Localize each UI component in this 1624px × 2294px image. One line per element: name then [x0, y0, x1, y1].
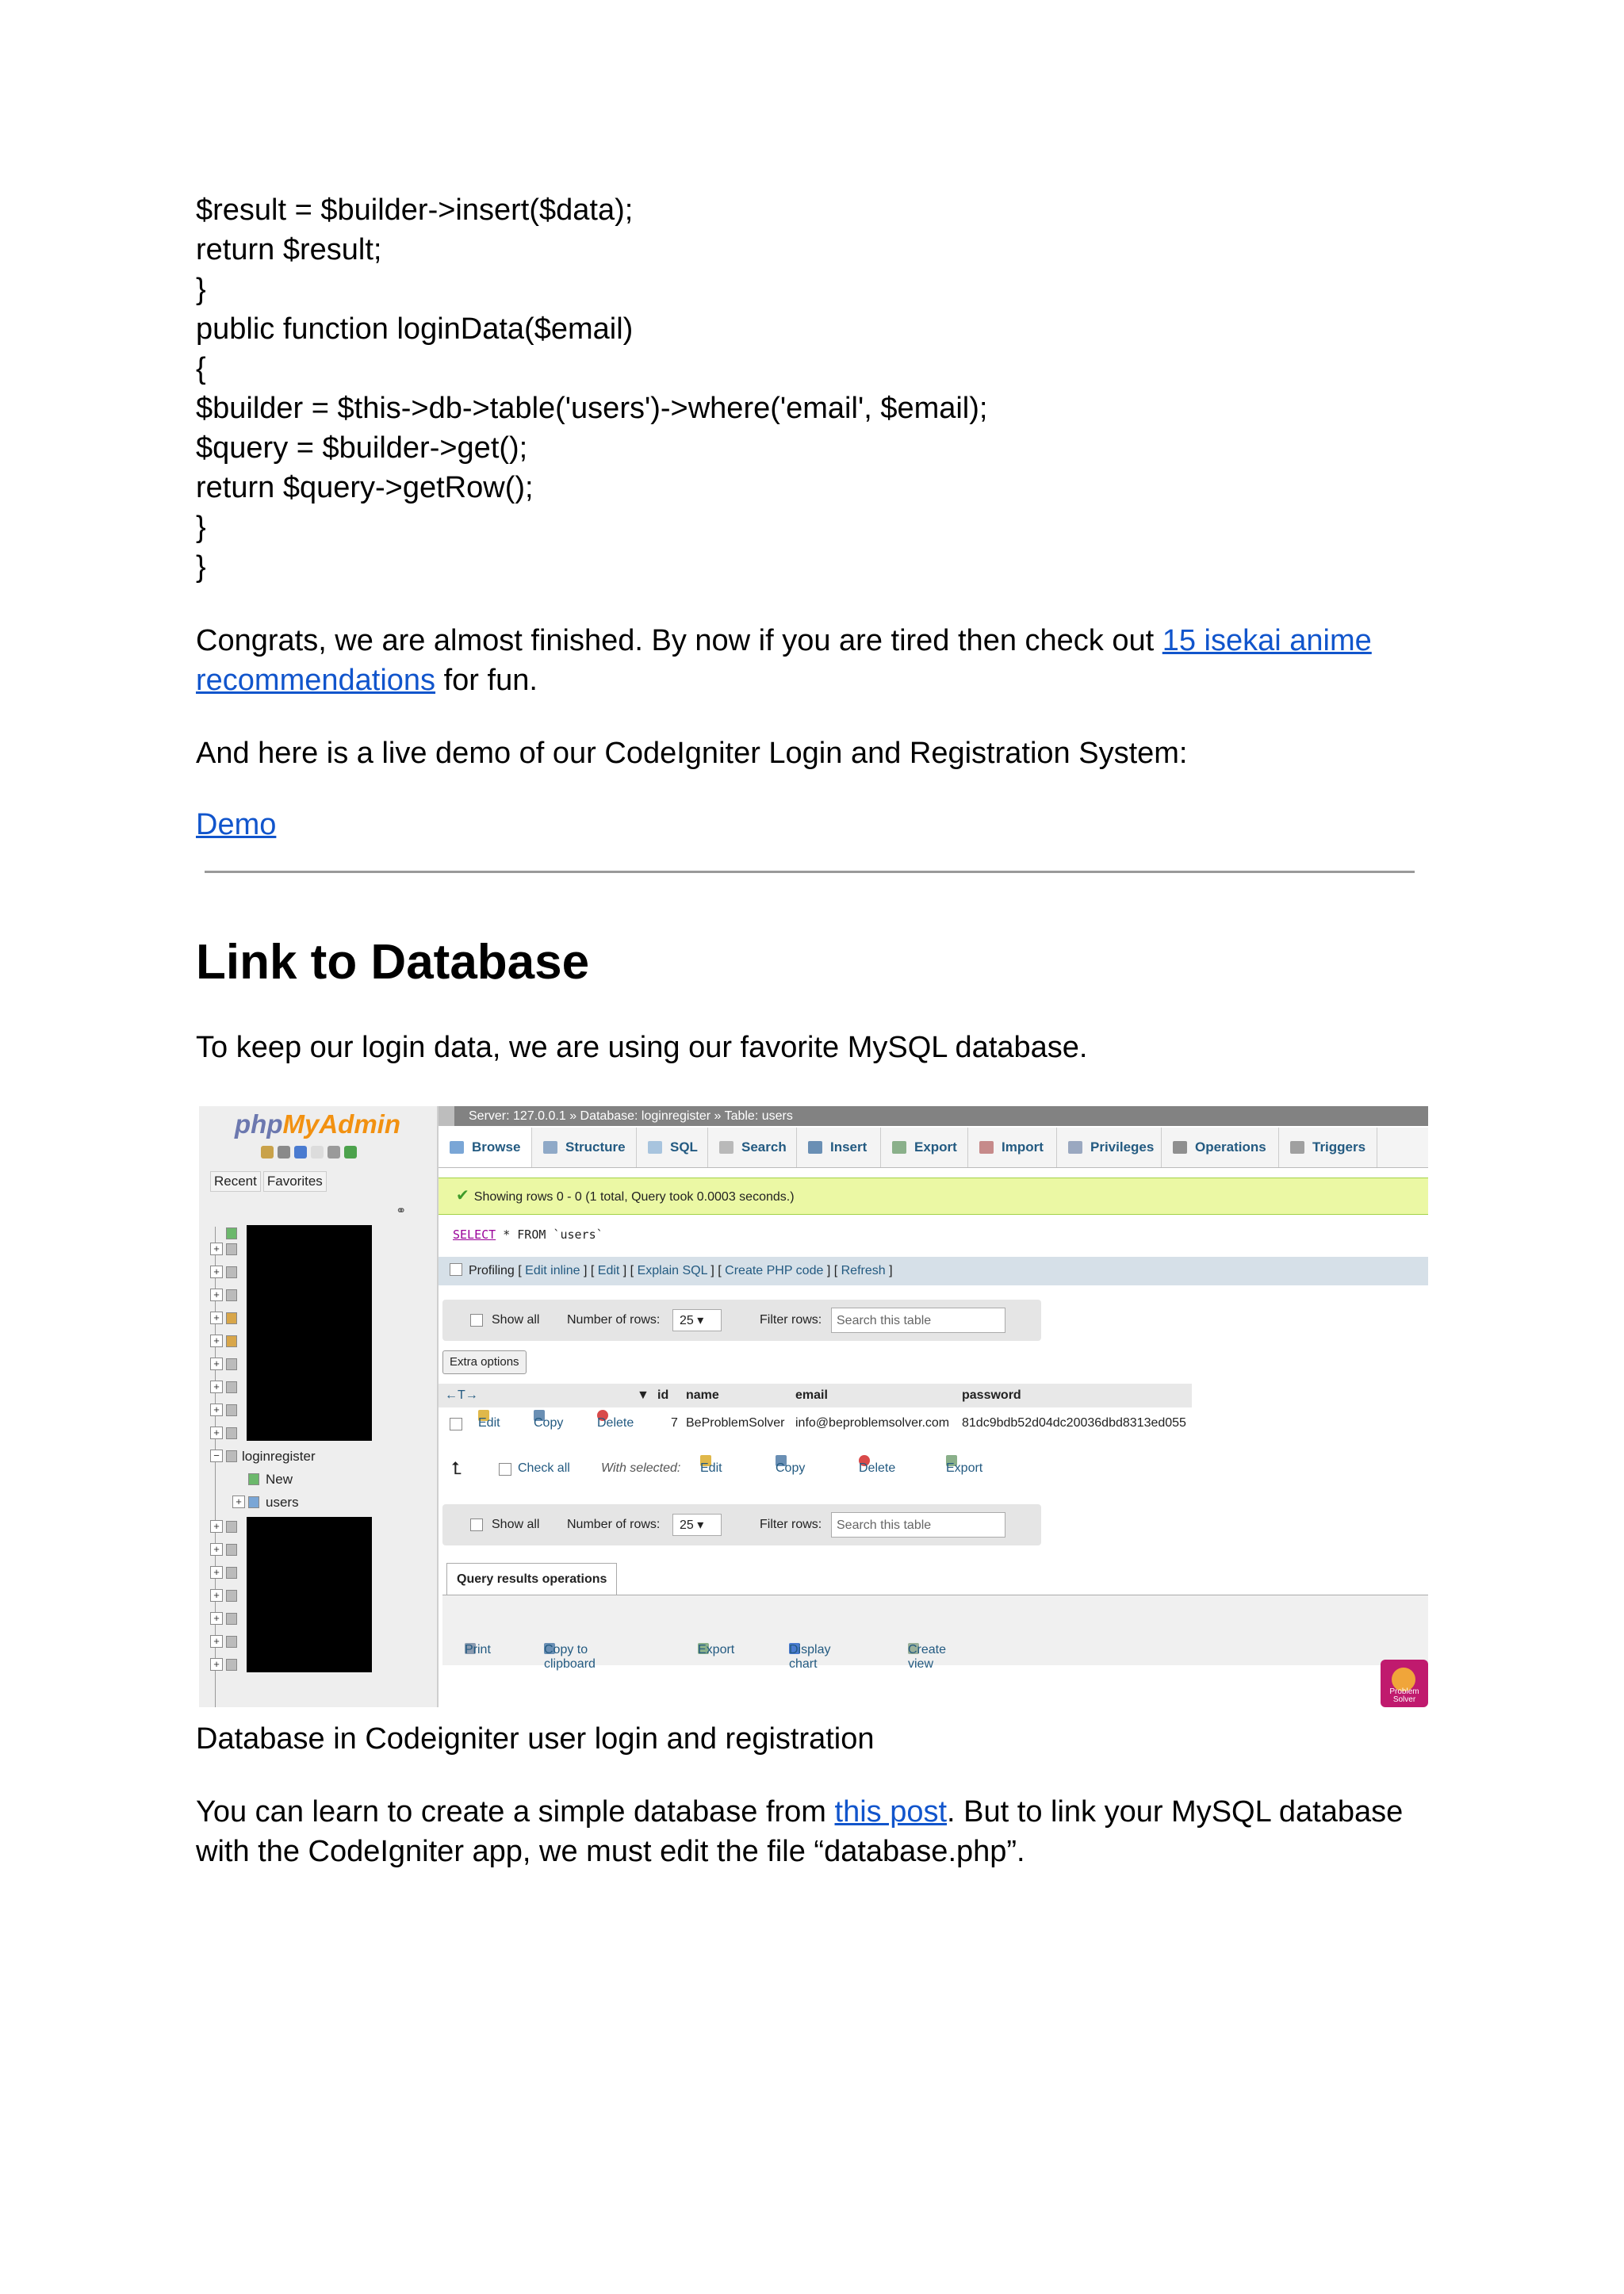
- pma-main-panel: [439, 1106, 1428, 1707]
- database-icon: [226, 1450, 237, 1462]
- tab-bar: [439, 1128, 1428, 1168]
- database-icon: [226, 1427, 237, 1439]
- code-line: $query = $builder->get();: [196, 431, 528, 465]
- link-icon[interactable]: ⚭: [396, 1204, 407, 1218]
- tab-favorites[interactable]: Favorites: [263, 1171, 327, 1192]
- export-icon: [892, 1141, 906, 1154]
- tree-item-users[interactable]: + users: [207, 1494, 437, 1511]
- check-all-label[interactable]: Check all: [518, 1461, 570, 1475]
- browse-icon: [450, 1141, 464, 1154]
- sql-icon: [648, 1141, 662, 1154]
- breadcrumb: Server: 127.0.0.1 » Database: loginregister » Table: users: [439, 1106, 1428, 1126]
- tab-import[interactable]: Import: [968, 1128, 1057, 1167]
- tab-operations[interactable]: Operations: [1162, 1128, 1279, 1167]
- tab-recent[interactable]: Recent: [210, 1171, 261, 1192]
- filter-rows-input[interactable]: Search this table: [831, 1308, 1005, 1333]
- checkmark-icon: ✔: [456, 1187, 469, 1204]
- code-line: }: [196, 511, 206, 544]
- code-line: {: [196, 352, 206, 385]
- code-line: $builder = $this->db->table('users')->where('email', $email);: [196, 392, 988, 425]
- edit-inline-link[interactable]: Edit inline: [525, 1264, 580, 1277]
- table-icon: [248, 1496, 259, 1508]
- column-email[interactable]: email: [795, 1388, 828, 1402]
- expand-icon[interactable]: +: [210, 1243, 223, 1255]
- extra-options-button[interactable]: Extra options: [442, 1350, 527, 1374]
- paragraph-mysql: To keep our login data, we are using our favorite MySQL database.: [196, 1031, 1088, 1064]
- show-all-checkbox[interactable]: [470, 1314, 483, 1327]
- collapse-icon[interactable]: −: [210, 1450, 223, 1462]
- tab-structure[interactable]: Structure: [532, 1128, 637, 1167]
- new-db-icon: [226, 1227, 237, 1239]
- code-line: return $query->getRow();: [196, 471, 534, 504]
- database-icon: [226, 1358, 237, 1370]
- column-name[interactable]: name: [686, 1388, 719, 1402]
- database-icon: [226, 1243, 237, 1255]
- row-checkbox[interactable]: [450, 1418, 462, 1430]
- sort-arrows-icon[interactable]: ←T→: [445, 1388, 478, 1402]
- expand-icon[interactable]: +: [210, 1658, 223, 1671]
- table-row: Edit Copy Delete 7 BeProblemSolver info@beproblemsolver.com 81dc9bdb52d04dc20036dbd8313ed055: [439, 1410, 1192, 1437]
- expand-icon[interactable]: +: [210, 1612, 223, 1625]
- home-icon[interactable]: [261, 1146, 274, 1158]
- tab-search[interactable]: Search: [708, 1128, 797, 1167]
- sidebar-tabs: [210, 1171, 329, 1192]
- show-all-checkbox[interactable]: [470, 1518, 483, 1531]
- expand-icon[interactable]: +: [210, 1266, 223, 1278]
- bulk-actions-bar: ⮤ Check all With selected: Edit Copy Delete Export: [439, 1455, 1192, 1482]
- filter-rows-input[interactable]: Search this table: [831, 1512, 1005, 1538]
- success-message: ✔ Showing rows 0 - 0 (1 total, Query took 0.0003 seconds.): [439, 1178, 1428, 1215]
- database-icon: [226, 1590, 237, 1602]
- redacted-block: [247, 1225, 372, 1441]
- tree-item-new[interactable]: New: [207, 1471, 437, 1488]
- database-icon: [226, 1312, 237, 1324]
- expand-icon[interactable]: +: [210, 1289, 223, 1301]
- explain-sql-link[interactable]: Explain SQL: [637, 1264, 707, 1277]
- section-heading: Link to Database: [196, 935, 590, 990]
- isekai-recommendations-link[interactable]: 15 isekai anime recommendations: [196, 624, 1372, 697]
- code-line: public function loginData($email): [196, 312, 634, 346]
- search-icon: [719, 1141, 733, 1154]
- import-icon: [979, 1141, 994, 1154]
- cell-id: 7: [671, 1416, 678, 1430]
- insert-icon: [808, 1141, 822, 1154]
- nav-controls-top: Show all Number of rows: 25 ▾ Filter rows: Search this table: [442, 1300, 1041, 1341]
- database-icon: [226, 1521, 237, 1533]
- table-header: [439, 1384, 1192, 1407]
- arrow-up-icon: ⮤: [451, 1458, 462, 1478]
- paragraph-congrats: Congrats, we are almost finished. By now if you are tired then check out 15 isekai anime recommendations for fun.: [196, 624, 1372, 697]
- paragraph-database-php: You can learn to create a simple database from this post. But to link your MySQL database with the CodeIgniter app, we must edit the file “database.php”.: [196, 1795, 1404, 1868]
- pma-sidebar: [199, 1106, 439, 1707]
- this-post-link[interactable]: this post: [834, 1795, 948, 1829]
- expand-icon[interactable]: +: [210, 1335, 223, 1347]
- create-php-code-link[interactable]: Create PHP code: [725, 1264, 824, 1277]
- database-icon: [226, 1381, 237, 1393]
- with-selected-label: With selected:: [601, 1461, 681, 1475]
- database-icon: [226, 1567, 237, 1579]
- privileges-icon: [1068, 1141, 1082, 1154]
- operations-icon: [1173, 1141, 1187, 1154]
- expand-icon[interactable]: +: [210, 1358, 223, 1370]
- database-icon: [226, 1289, 237, 1301]
- code-line: }: [196, 273, 206, 306]
- demo-link[interactable]: Demo: [196, 808, 277, 841]
- rows-select[interactable]: 25 ▾: [672, 1309, 722, 1331]
- expand-icon[interactable]: +: [210, 1543, 223, 1556]
- quick-icons: [261, 1146, 361, 1162]
- cell-email: info@beproblemsolver.com: [795, 1416, 950, 1430]
- sort-icon[interactable]: ▼: [637, 1388, 649, 1402]
- database-icon: [226, 1659, 237, 1671]
- tab-insert[interactable]: Insert: [797, 1128, 881, 1167]
- query-results-operations-title: Query results operations: [446, 1563, 617, 1595]
- tab-export[interactable]: Export: [881, 1128, 968, 1167]
- new-table-icon: [248, 1473, 259, 1485]
- code-line: }: [196, 550, 206, 584]
- expand-icon[interactable]: +: [210, 1566, 223, 1579]
- expand-icon[interactable]: +: [210, 1635, 223, 1648]
- column-id[interactable]: id: [657, 1388, 669, 1402]
- tree-item-loginregister[interactable]: − loginregister: [207, 1448, 437, 1465]
- database-icon: [226, 1613, 237, 1625]
- database-icon: [226, 1335, 237, 1347]
- expand-icon[interactable]: +: [210, 1312, 223, 1324]
- settings-icon[interactable]: [327, 1146, 340, 1158]
- phpmyadmin-logo: phpMyAdmin: [235, 1109, 400, 1139]
- sql-query: SELECT * FROM `users`: [453, 1227, 603, 1242]
- paragraph-demo-intro: And here is a live demo of our CodeIgniter Login and Registration System:: [196, 737, 1188, 770]
- refresh-link[interactable]: Refresh: [841, 1264, 886, 1277]
- expand-icon[interactable]: +: [232, 1496, 245, 1508]
- cell-password: 81dc9bdb52d04dc20036dbd8313ed055: [962, 1416, 1186, 1430]
- code-block: [196, 190, 987, 587]
- image-caption: Database in Codeigniter user login and registration: [196, 1722, 875, 1756]
- problem-solver-logo: Problem Solver: [1381, 1660, 1428, 1707]
- database-icon: [226, 1636, 237, 1648]
- expand-icon[interactable]: +: [210, 1520, 223, 1533]
- edit-link[interactable]: Edit: [597, 1264, 620, 1277]
- expand-icon[interactable]: +: [210, 1589, 223, 1602]
- reload-icon[interactable]: [344, 1146, 357, 1158]
- docs-icon[interactable]: [311, 1146, 324, 1158]
- structure-icon: [543, 1141, 557, 1154]
- tab-browse[interactable]: Browse: [439, 1128, 532, 1167]
- rows-select[interactable]: 25 ▾: [672, 1514, 722, 1536]
- phpmyadmin-screenshot: [199, 1106, 1428, 1707]
- database-icon: [226, 1266, 237, 1278]
- tab-privileges[interactable]: Privileges: [1057, 1128, 1162, 1167]
- database-icon: [226, 1404, 237, 1416]
- code-line: $result = $builder->insert($data);: [196, 193, 634, 227]
- code-line: return $result;: [196, 233, 382, 266]
- column-password[interactable]: password: [962, 1388, 1021, 1402]
- triggers-icon: [1290, 1141, 1304, 1154]
- expand-icon[interactable]: +: [210, 1404, 223, 1416]
- profiling-checkbox[interactable]: [450, 1263, 462, 1276]
- check-all-checkbox[interactable]: [499, 1463, 511, 1476]
- demo-paragraph: [196, 805, 1433, 844]
- database-icon: [226, 1544, 237, 1556]
- tab-sql[interactable]: SQL: [637, 1128, 708, 1167]
- nav-controls-bottom: Show all Number of rows: 25 ▾ Filter rows: Search this table: [442, 1504, 1041, 1545]
- redacted-block: [247, 1517, 372, 1672]
- cell-name: BeProblemSolver: [686, 1416, 785, 1430]
- logout-icon[interactable]: [278, 1146, 290, 1158]
- tab-triggers[interactable]: Triggers: [1279, 1128, 1377, 1167]
- expand-icon[interactable]: +: [210, 1427, 223, 1439]
- help-icon[interactable]: [294, 1146, 307, 1158]
- horizontal-rule: [205, 871, 1415, 873]
- query-results-operations: Print Copy to clipboard Export Display chart Create view: [442, 1595, 1428, 1665]
- collapse-sidebar-icon[interactable]: [439, 1106, 454, 1126]
- expand-icon[interactable]: +: [210, 1381, 223, 1393]
- profiling-bar: Profiling [ Edit inline ] [ Edit ] [ Explain SQL ] [ Create PHP code ] [ Refresh ]: [439, 1257, 1428, 1285]
